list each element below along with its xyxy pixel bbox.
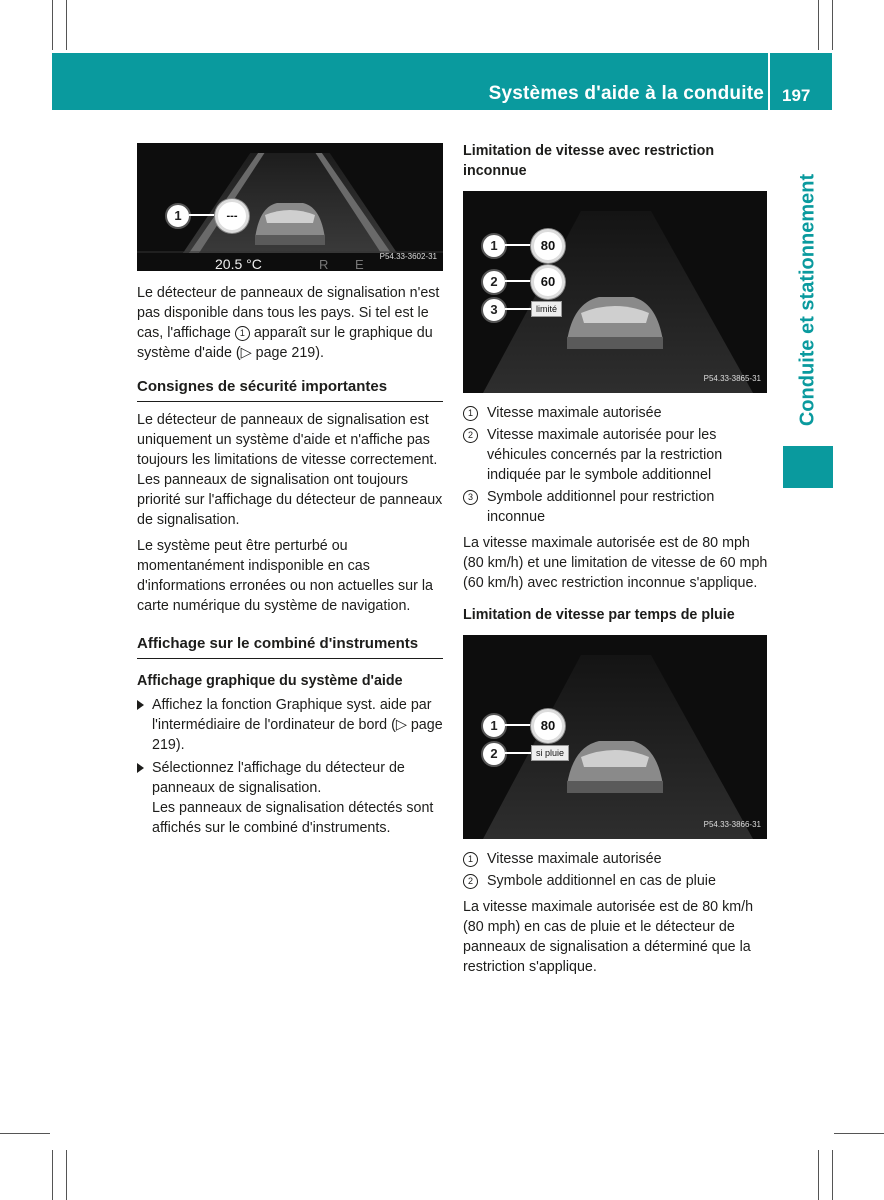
crop-mark: [832, 0, 833, 50]
additional-plate-rain: si pluie: [531, 745, 569, 761]
heading-instrument-display: Affichage sur le combiné d'instruments: [137, 634, 443, 659]
gear-indicator: R: [319, 257, 329, 271]
callout-3: 3: [481, 297, 507, 323]
heading-unknown-restriction: Limitation de vitesse avec restriction inconnue: [463, 143, 715, 179]
legend-number: 2: [463, 428, 478, 443]
speed-sign-80: 80: [531, 229, 565, 263]
gear-indicator-2: E: [355, 257, 364, 271]
figure-unknown-restriction: [463, 191, 767, 393]
paragraph-unknown-restriction: La vitesse maximale autorisée est de 80 mph (80 km/h) et une limitation de vitesse de 60 mph (60 km/h) avec restriction inconnue s'applique.: [463, 535, 768, 591]
legend-text: Vitesse maximale autorisée pour les véhicules concernés par la restriction indiquée par le symbole additionnel: [487, 427, 723, 483]
paragraph-rain: La vitesse maximale autorisée est de 80 km/h (80 mph) en cas de pluie et le détecteur de panneaux de signalisation a déterminé que la restriction s'applique.: [463, 899, 754, 975]
temperature-readout: 20.5 °C: [215, 256, 262, 271]
step-arrow-icon: [137, 763, 144, 773]
crop-mark: [52, 1150, 53, 1200]
legend-number: 1: [463, 406, 478, 421]
figure-code: P54.33-3602-31: [379, 252, 437, 261]
right-column: [463, 141, 769, 983]
step-1: Affichez la fonction Graphique syst. aide par l'intermédiaire de l'ordinateur de bord (▷ page 219).: [137, 695, 443, 755]
crop-mark: [834, 1133, 884, 1134]
crop-mark: [818, 0, 819, 50]
legend-text: Vitesse maximale autorisée: [487, 851, 662, 867]
legend-figure-2: [463, 403, 769, 527]
inline-callout-1: 1: [235, 326, 250, 341]
step-2: Sélectionnez l'affichage du détecteur de panneaux de signalisation. Les panneaux de signalisation détectés sont affichés sur le combiné d'instruments.: [137, 758, 443, 838]
callout-line: [505, 752, 531, 754]
paragraph-availability: Le détecteur de panneaux de signalisation n'est pas disponible dans tous les pays. Si tel est le cas, l'affichage 1 apparaît sur le graphique du système d'aide (▷ page 219).: [137, 285, 440, 361]
paragraph-safety-2: Le système peut être perturbé ou momentanément indisponible en cas d'informations erronées ou non actuelles sur la carte numérique du système de navigation.: [137, 538, 433, 614]
step-arrow-icon: [137, 700, 144, 710]
crop-mark: [0, 1133, 50, 1134]
callout-1: 1: [481, 233, 507, 259]
legend-figure-3: [463, 849, 769, 891]
speed-sign-60: 60: [531, 265, 565, 299]
legend-number: 1: [463, 852, 478, 867]
heading-rain: Limitation de vitesse par temps de pluie: [463, 607, 735, 623]
figure-code: P54.33-3866-31: [703, 820, 761, 829]
crop-mark: [832, 1150, 833, 1200]
road-graphic: [463, 191, 767, 393]
callout-2: 2: [481, 269, 507, 295]
legend-number: 2: [463, 874, 478, 889]
speed-sign-unknown: ---: [215, 199, 249, 233]
legend-item: [463, 871, 769, 891]
page-title: Systèmes d'aide à la conduite: [488, 83, 764, 104]
callout-line: [189, 214, 217, 216]
legend-item: [463, 403, 769, 423]
side-tab-marker: [783, 446, 833, 488]
side-tab-label: Conduite et stationnement: [796, 173, 819, 427]
step-2-result: Les panneaux de signalisation détectés sont affichés sur le combiné d'instruments.: [152, 800, 434, 836]
page-number: 197: [782, 86, 811, 105]
figure-code: P54.33-3865-31: [703, 374, 761, 383]
additional-plate-limite: limité: [531, 301, 562, 317]
crop-mark: [66, 0, 67, 50]
callout-line: [505, 308, 531, 310]
heading-safety: Consignes de sécurité importantes: [137, 377, 443, 402]
callout-1: 1: [165, 203, 191, 229]
header-separator: [768, 53, 770, 110]
legend-item: [463, 849, 769, 869]
crop-mark: [818, 1150, 819, 1200]
figure-assist-graphic: [137, 143, 443, 271]
crop-mark: [66, 1150, 67, 1200]
legend-number: 3: [463, 490, 478, 505]
legend-text: Vitesse maximale autorisée: [487, 405, 662, 421]
callout-2: 2: [481, 741, 507, 767]
speed-sign-80: 80: [531, 709, 565, 743]
crop-mark: [52, 0, 53, 50]
left-column: [137, 143, 443, 841]
paragraph-safety-1: Le détecteur de panneaux de signalisation est uniquement un système d'aide et n'affiche pas toujours les limitations de vitesse correctement. Les panneaux de signalisation ont toujours priorité sur l'affichage du détecteur de panneaux de signalisation.: [137, 412, 443, 528]
heading-assist-graphic: Affichage graphique du système d'aide: [137, 673, 403, 689]
callout-1: 1: [481, 713, 507, 739]
legend-item: [463, 425, 769, 485]
figure-rain: [463, 635, 767, 839]
legend-item: [463, 487, 769, 527]
road-graphic: [463, 635, 767, 839]
legend-text: Symbole additionnel en cas de pluie: [487, 873, 716, 889]
legend-text: Symbole additionnel pour restriction inconnue: [487, 489, 715, 525]
